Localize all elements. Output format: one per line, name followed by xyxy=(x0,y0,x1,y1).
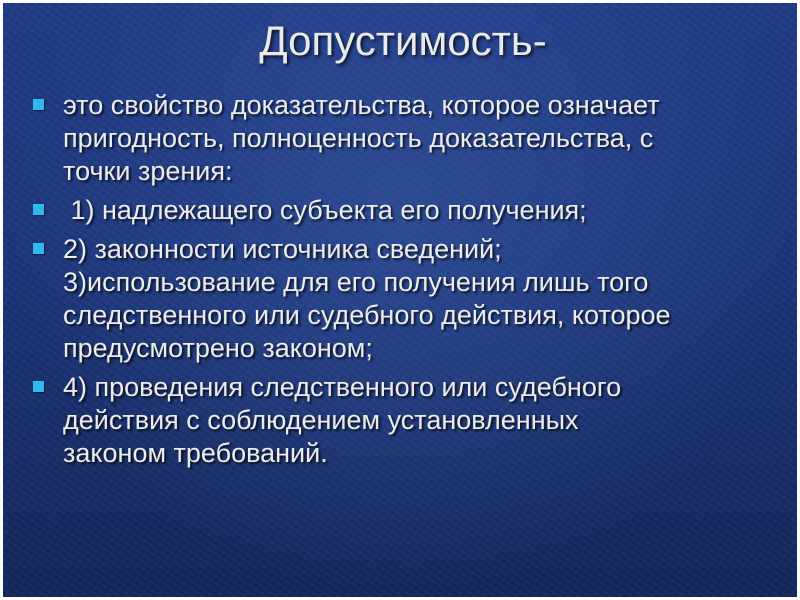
slide-title: Допустимость- xyxy=(259,17,547,64)
bullet-text-line: 1) надлежащего субъекта его получения; xyxy=(63,195,587,225)
bullet-text-line: точки зрения: xyxy=(63,156,233,186)
bullet-list xyxy=(33,89,753,476)
bullet-item-1 xyxy=(33,89,753,188)
bullet-text-line: пригодность, полноценность доказательства, с xyxy=(63,123,654,153)
bullet-item-4 xyxy=(33,371,753,470)
bullet-text-line: предусмотрено законом; xyxy=(63,333,373,363)
square-bullet-icon xyxy=(33,204,44,215)
bullet-text-line: 3)использование для его получения лишь того xyxy=(63,267,649,297)
bullet-text-line: это свойство доказательства, которое означает xyxy=(63,90,660,120)
bullet-text-line: действия с соблюдением установленных xyxy=(63,405,579,435)
square-bullet-icon xyxy=(33,243,44,254)
bullet-item-3 xyxy=(33,233,753,365)
bullet-item-2 xyxy=(33,194,753,227)
bullet-text-line: законом требований. xyxy=(63,438,328,468)
square-bullet-icon xyxy=(33,99,44,110)
bullet-text-line: 4) проведения следственного или судебного xyxy=(63,372,622,402)
square-bullet-icon xyxy=(33,381,44,392)
bullet-text-line: следственного или судебного действия, которое xyxy=(63,300,671,330)
bullet-text-line: 2) законности источника сведений; xyxy=(63,234,502,264)
